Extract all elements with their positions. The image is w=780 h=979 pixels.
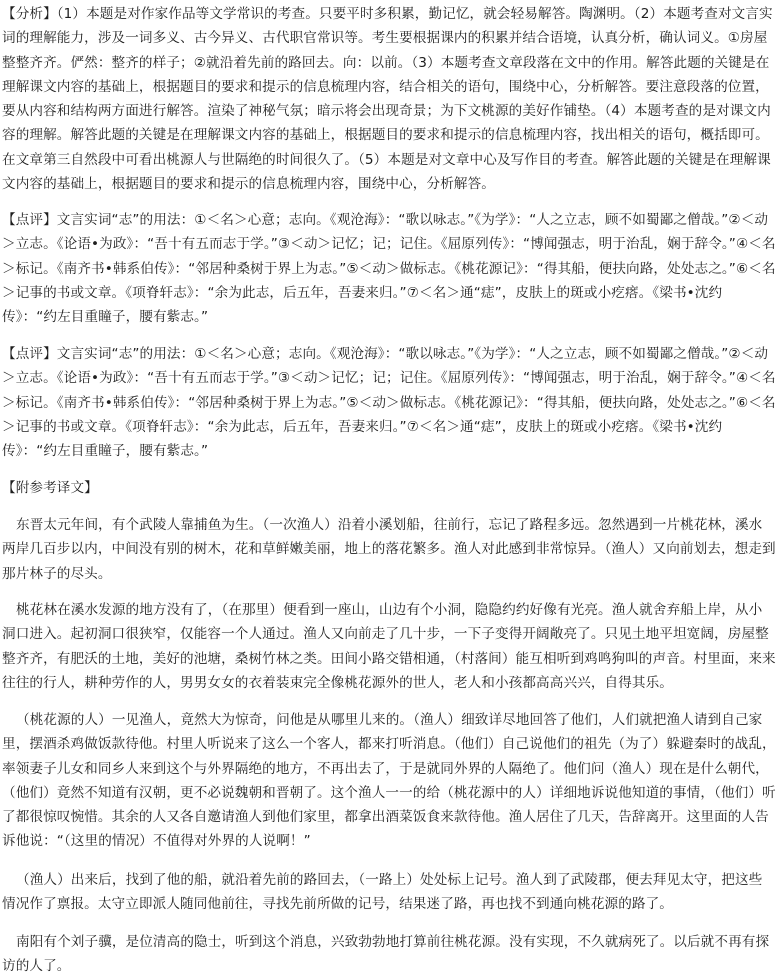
analysis-paragraph: 【分析】（1）本题是对作家作品等文学常识的考查。只要平时多积累，勤记忆，就会轻易解答。陶渊明。（2）本题考查对文言实词的理解能力，涉及一词多义、古今异义、古代职官常识等。考生要根据课内的积累并结合语境，认真分析，确认词义。①房屋整整齐齐。俨然：整齐的样子；②就沿着先前的路回去。向：以前。（3）本题考查文章段落在文中的作用。解答此题的关键是在理解课文内容的基础上，根据题目的要求和提示的信息梳理内容，结合相关的语句，围绕中心，分析解答。要注意段落的位置，要从内容和结构两方面进行解答。渲染了神秘气氛；暗示将会出现奇景；为下文桃源的美好作铺垫。（4）本题考查的是对课文内容的理解。解答此题的关键是在理解课文内容的基础上，根据题目的要求和提示的信息梳理内容，找出相关的语句，概括即可。在文章第三自然段中可看出桃源人与世隔绝的时间很久了。（5）本题是对文章中心及写作目的考查。解答此题的关键是在理解课文内容的基础上，根据题目的要求和提示的信息梳理内容，围绕中心，分析解答。 [2, 6, 773, 193]
translation-paragraph-4: （渔人）出来后，找到了他的船，就沿着先前的路回去，（一路上）处处标上记号。渔人到了武陵郡，便去拜见太守，把这些情况作了禀报。太守立即派人随同他前往，寻找先前所做的记号，结果迷了路，再也找不到通向桃花源的路了。 [2, 872, 763, 913]
translation-paragraph-3: （桃花源的人）一见渔人，竟然大为惊奇，问他是从哪里儿来的。（渔人）细致详尽地回答了他们，人们就把渔人请到自己家里，摆酒杀鸡做饭款待他。村里人听说来了这么一个客人，都来打听消息。（他们）自己说他们的祖先（为了）躲避秦时的战乱，率领妻子儿女和同乡人来到这个与外界隔绝的地方，不再出去了，于是就同外界的人隔绝了。他们问（渔人）现在是什么朝代，（他们）竟然不知道有汉朝，更不必说魏朝和晋朝了。这个渔人一一的给（桃花源中的人）详细地诉说他知道的事情，（他们）听了都很惊叹惋惜。其余的人又各自邀请渔人到他们家里，都拿出酒菜饭食来款待他。渔人居住了几天，告辞离开。这里面的人告诉他说：“（这里的情况）不值得对外界的人说啊！” [2, 712, 776, 850]
translation-paragraph-2: 桃花林在溪水发源的地方没有了，（在那里）便看到一座山，山边有个小洞，隐隐约约好像有光亮。渔人就舍弃船上岸，从小洞口进入。起初洞口很狭窄，仅能容一个人通过。渔人又向前走了几十步，一下子变得开阔敞亮了。只见土地平坦宽阔，房屋整整齐齐，有肥沃的土地，美好的池塘，桑树竹林之类。田间小路交错相通，（村落间）能互相听到鸡鸣狗叫的声音。村里面，来来往往的行人，耕种劳作的人，男男女女的衣着装束完全像桃花源外的世人，老人和小孩都高高兴兴，自得其乐。 [2, 602, 776, 691]
comment-paragraph-2: 【点评】文言实词“志”的用法：①＜名＞心意；志向。《观沧海》：“歌以咏志。”《为学》：“人之立志，顾不如蜀鄙之僧哉。”②＜动＞立志。《论语•为政》：“吾十有五而志于学。”③＜动＞记忆；记；记住。《屈原列传》：“博闻强志，明于治乱，娴于辞令。”④＜名＞标记。《南齐书•韩系伯传》：“邻居种桑树于界上为志。”⑤＜动＞做标志。《桃花源记》：“得其船，便扶向路，处处志之。”⑥＜名＞记事的书或文章。《项脊轩志》：“余为此志，后五年，吾妻来归。”⑦＜名＞通“痣”，皮肤上的斑或小疙瘩。《梁书•沈约传》：“约左目重瞳子，腰有紫志。” [2, 346, 776, 460]
comment-paragraph-1: 【点评】文言实词“志”的用法：①＜名＞心意；志向。《观沧海》：“歌以咏志。”《为学》：“人之立志，顾不如蜀鄙之僧哉。”②＜动＞立志。《论语•为政》：“吾十有五而志于学。”③＜动＞记忆；记；记住。《屈原列传》：“博闻强志，明于治乱，娴于辞令。”④＜名＞标记。《南齐书•韩系伯传》：“邻居种桑树于界上为志。”⑤＜动＞做标志。《桃花源记》：“得其船，便扶向路，处处志之。”⑥＜名＞记事的书或文章。《项脊轩志》：“余为此志，后五年，吾妻来归。”⑦＜名＞通“痣”，皮肤上的斑或小疙瘩。《梁书•沈约传》：“约左目重瞳子，腰有紫志。” [2, 212, 776, 326]
translation-heading: 【附参考译文】 [2, 480, 98, 496]
translation-paragraph-1: 东晋太元年间，有个武陵人靠捕鱼为生。（一次渔人）沿着小溪划船，往前行，忘记了路程多远。忽然遇到一片桃花林，溪水两岸几百步以内，中间没有别的树木，花和草鲜嫩美丽，地上的落花繁多。渔人对此感到非常惊异。（渔人）又向前划去，想走到那片林子的尽头。 [2, 517, 776, 582]
translation-paragraph-5: 南阳有个刘子骥，是位清高的隐士，听到这个消息，兴致勃勃地打算前往桃花源。没有实现，不久就病死了。以后就不再有探访的人了。 [2, 934, 770, 975]
